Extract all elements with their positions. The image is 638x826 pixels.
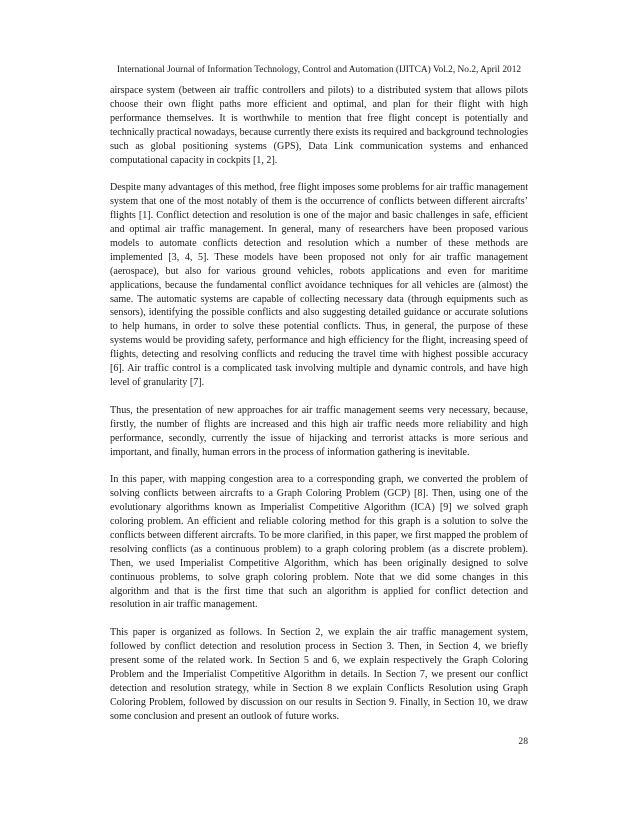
body-text xyxy=(110,84,528,738)
paragraph-1: airspace system (between air traffic controllers and pilots) to a distributed system that allows pilots choose their own flight paths more efficient and optimal, and plan for their flight with high performance themselves. It is worthwhile to mention that free flight concept is potentially and technically practical nowadays, because currently there exists its required and background technologies such as global positioning systems (GPS), Data Link communication systems and enhanced computational capacity in cockpits [1, 2]. xyxy=(110,85,528,166)
paragraph-5: This paper is organized as follows. In Section 2, we explain the air traffic management system, followed by conflict detection and resolution process in Section 3. Then, in Section 4, we briefly present some of the related work. In Section 5 and 6, we explain respectively the Graph Coloring Problem and the Imperialist Competitive Algorithm in details. In Section 7, we present our conflict detection and resolution strategy, while in Section 8 we explain Conflicts Resolution using Graph Coloring Problem, followed by discussion on our results in Section 9. Finally, in Section 10, we draw some conclusion and present an outlook of future works. xyxy=(110,627,528,722)
paragraph-3: Thus, the presentation of new approaches for air traffic management seems very necessary, because, firstly, the number of flights are increased and this high air traffic needs more reliability and high performance, secondly, currently the issue of hijacking and terrorist attacks is more serious and important, and finally, human errors in the process of information gathering is inevitable. xyxy=(110,404,528,458)
page-number: 28 xyxy=(518,736,528,747)
paragraph-4: In this paper, with mapping congestion area to a corresponding graph, we converted the problem of solving conflicts between aircrafts to a Graph Coloring Problem (GCP) [8]. Then, using one of the evolutionary algorithms known as Imperialist Competitive Algorithm (ICA) [9] we solved graph coloring problem. An efficient and reliable coloring method for this graph is a solution to solve the conflicts between different aircrafts. To be more clarified, in this paper, we first mapped the problem of resolving conflicts (as a continuous problem) to a graph coloring problem (as a discrete problem). Then, we used Imperialist Competitive Algorithm, which has been originally designed to solve continuous problems, to solve graph coloring problem. Note that we did some changes in this algorithm and that is the first time that such an algorithm is applied for conflict detection and resolution in air traffic management. xyxy=(110,474,528,611)
running-header: International Journal of Information Technology, Control and Automation (IJITCA) Vol.2, No.2, April 2012 xyxy=(116,65,522,75)
paragraph-2: Despite many advantages of this method, free flight imposes some problems for air traffic management system that one of the most notably of them is the occurrence of conflicts between different aircrafts’ flights [1]. Conflict detection and resolution is one of the major and basic challenges in safe, efficient and optimal air traffic management. In general, many of researchers have been proposed various models to automate conflicts detection and resolution which a number of these methods are implemented [3, 4, 5]. These models have been proposed not only for air traffic management (aerospace), but also for various ground vehicles, robots applications and even for maritime applications, because the fundamental conflict avoidance techniques for all vehicles are (almost) the same. The automatic systems are capable of collecting necessary data (through equipments such as sensors), identifying the possible conflicts and also suggesting detailed guidance or accurate solutions to help humans, in order to solve these potential conflicts. Thus, in general, the purpose of these systems would be providing safety, performance and high efficiency for the flight, increasing speed of flights, detecting and resolving conflicts and reducing the travel time with highest possible accuracy [6]. Air traffic control is a complicated task involving multiple and dynamic controls, and have high level of granularity [7]. xyxy=(110,182,528,389)
